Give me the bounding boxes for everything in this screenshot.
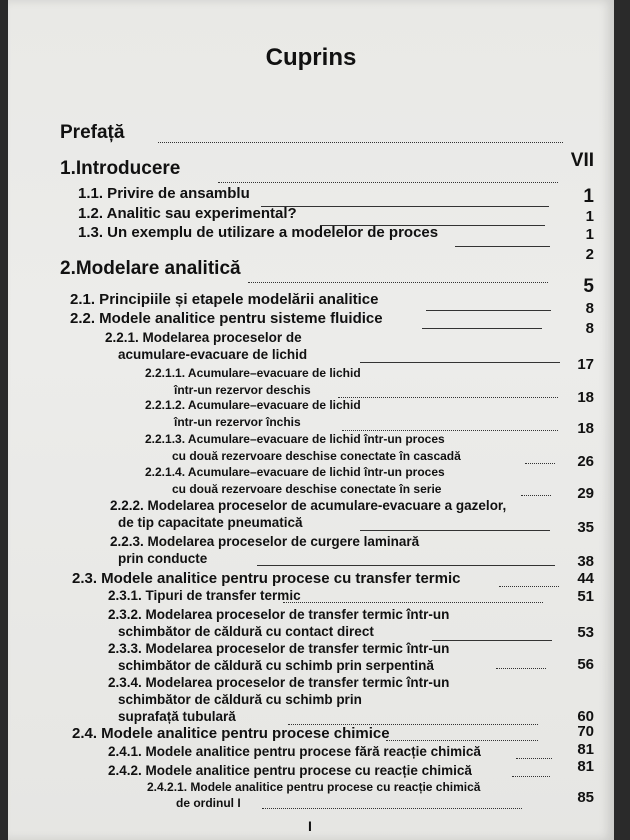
toc-entry-text: 2.1. Principiile și etapele modelării analitice — [70, 291, 379, 308]
toc-leader-line — [499, 586, 559, 587]
toc-leader-line — [422, 328, 542, 329]
toc-entry-text: 1.1. Privire de ansamblu — [78, 185, 250, 202]
toc-page-number: 5 — [583, 276, 594, 297]
page-title: Cuprins — [265, 44, 357, 71]
toc-page-number: 51 — [577, 588, 594, 605]
toc-leader-line — [261, 206, 549, 207]
toc-leader-line — [360, 530, 550, 531]
toc-entry-text: 2.2.1.3. Acumulare–evacuare de lichid într-un proces — [145, 432, 445, 446]
toc-page-number: 26 — [577, 453, 594, 470]
toc-leader-line — [158, 142, 563, 143]
toc-page-number: 1 — [583, 186, 594, 207]
toc-entry-text: 2.2.1. Modelarea proceselor de — [105, 330, 302, 345]
toc-page-number: 53 — [577, 624, 594, 641]
toc-entry-text: cu două rezervoare deschise conectate în serie — [172, 482, 442, 496]
toc-entry-text: 1.2. Analitic sau experimental? — [78, 205, 297, 222]
toc-leader-line — [257, 565, 555, 566]
toc-entry-text: schimbător de căldură cu schimb prin serpentină — [118, 658, 434, 673]
toc-leader-line — [262, 808, 522, 809]
toc-entry-text: cu două rezervoare deschise conectate în cascadă — [172, 449, 461, 463]
toc-page-number: 35 — [577, 519, 594, 536]
toc-entry-text: prin conducte — [118, 551, 208, 566]
toc-entry-text: 2.3.3. Modelarea proceselor de transfer termic într-un — [108, 641, 450, 656]
toc-entry-text: schimbător de căldură cu schimb prin — [118, 692, 362, 707]
toc-entry-text: 2.4.1. Modele analitice pentru procese fără reacție chimică — [108, 744, 481, 759]
toc-leader-line — [342, 430, 558, 431]
toc-page-number: VII — [570, 150, 594, 171]
toc-entry-text: 2.2. Modele analitice pentru sisteme fluidice — [70, 310, 383, 327]
toc-entry-text: 2.4. Modele analitice pentru procese chimice — [72, 725, 390, 742]
toc-leader-line — [496, 668, 546, 669]
toc-entry-text: 2.2.1.1. Acumulare–evacuare de lichid — [145, 366, 361, 380]
toc-leader-line — [426, 310, 551, 311]
toc-entry-text: de ordinul I — [176, 796, 241, 810]
book-page — [8, 0, 614, 840]
toc-entry-text: 2.2.2. Modelarea proceselor de acumulare-evacuare a gazelor, — [110, 498, 507, 513]
toc-entry-text: 2.3.1. Tipuri de transfer termic — [108, 588, 301, 603]
toc-leader-line — [512, 776, 550, 777]
toc-page-number: 1 — [585, 226, 594, 243]
toc-leader-line — [248, 282, 548, 283]
toc-entry-text: Prefață — [60, 122, 125, 143]
toc-leader-line — [218, 182, 558, 183]
toc-leader-line — [386, 740, 538, 741]
toc-entry-text: 1.Introducere — [60, 158, 181, 179]
toc-leader-line — [432, 640, 552, 641]
toc-page-number: 81 — [577, 758, 594, 775]
toc-entry-text: de tip capacitate pneumatică — [118, 515, 303, 530]
toc-entry-text: 2.2.1.2. Acumulare–evacuare de lichid — [145, 398, 361, 412]
toc-entry-text: suprafață tubulară — [118, 709, 236, 724]
toc-page-number: 85 — [577, 789, 594, 806]
toc-entry-text: într-un rezervor deschis — [174, 383, 311, 397]
toc-page-number: 17 — [577, 356, 594, 373]
toc-entry-text: 2.2.1.4. Acumulare–evacuare de lichid într-un proces — [145, 465, 445, 479]
toc-page-number: 8 — [585, 300, 594, 317]
toc-leader-line — [283, 602, 543, 603]
toc-page-number: 44 — [577, 570, 594, 587]
toc-entry-text: 2.2.3. Modelarea proceselor de curgere laminară — [110, 534, 420, 549]
toc-page-number: 38 — [577, 553, 594, 570]
toc-leader-line — [455, 246, 550, 247]
toc-page-number: 8 — [585, 320, 594, 337]
toc-page-number: 18 — [577, 389, 594, 406]
toc-page-number: 2 — [585, 246, 594, 263]
toc-page-number: 70 — [577, 723, 594, 740]
toc-entry-text: 2.Modelare analitică — [60, 258, 241, 279]
toc-page-number: 60 — [577, 708, 594, 725]
toc-leader-line — [338, 397, 558, 398]
toc-page-number: 1 — [585, 208, 594, 225]
page-folio: I — [308, 818, 312, 834]
toc-leader-line — [516, 758, 552, 759]
toc-leader-line — [525, 463, 555, 464]
toc-entry-text: schimbător de căldură cu contact direct — [118, 624, 374, 639]
toc-leader-line — [360, 362, 560, 363]
toc-entry-text: într-un rezervor închis — [174, 415, 301, 429]
toc-entry-text: 2.3. Modele analitice pentru procese cu transfer termic — [72, 570, 461, 587]
toc-page-number: 56 — [577, 656, 594, 673]
toc-entry-text: 2.4.2. Modele analitice pentru procese cu reacție chimică — [108, 763, 472, 778]
toc-leader-line — [521, 495, 551, 496]
toc-entry-text: 1.3. Un exemplu de utilizare a modelelor de proces — [78, 224, 439, 241]
toc-entry-text: 2.4.2.1. Modele analitice pentru procese cu reacție chimică — [147, 780, 481, 794]
toc-page-number: 29 — [577, 485, 594, 502]
toc-entry-text: 2.3.4. Modelarea proceselor de transfer termic într-un — [108, 675, 450, 690]
toc-entry-text: acumulare-evacuare de lichid — [118, 347, 308, 362]
toc-entry-text: 2.3.2. Modelarea proceselor de transfer termic într-un — [108, 607, 450, 622]
toc-page-number: 18 — [577, 420, 594, 437]
toc-page-number: 81 — [577, 741, 594, 758]
